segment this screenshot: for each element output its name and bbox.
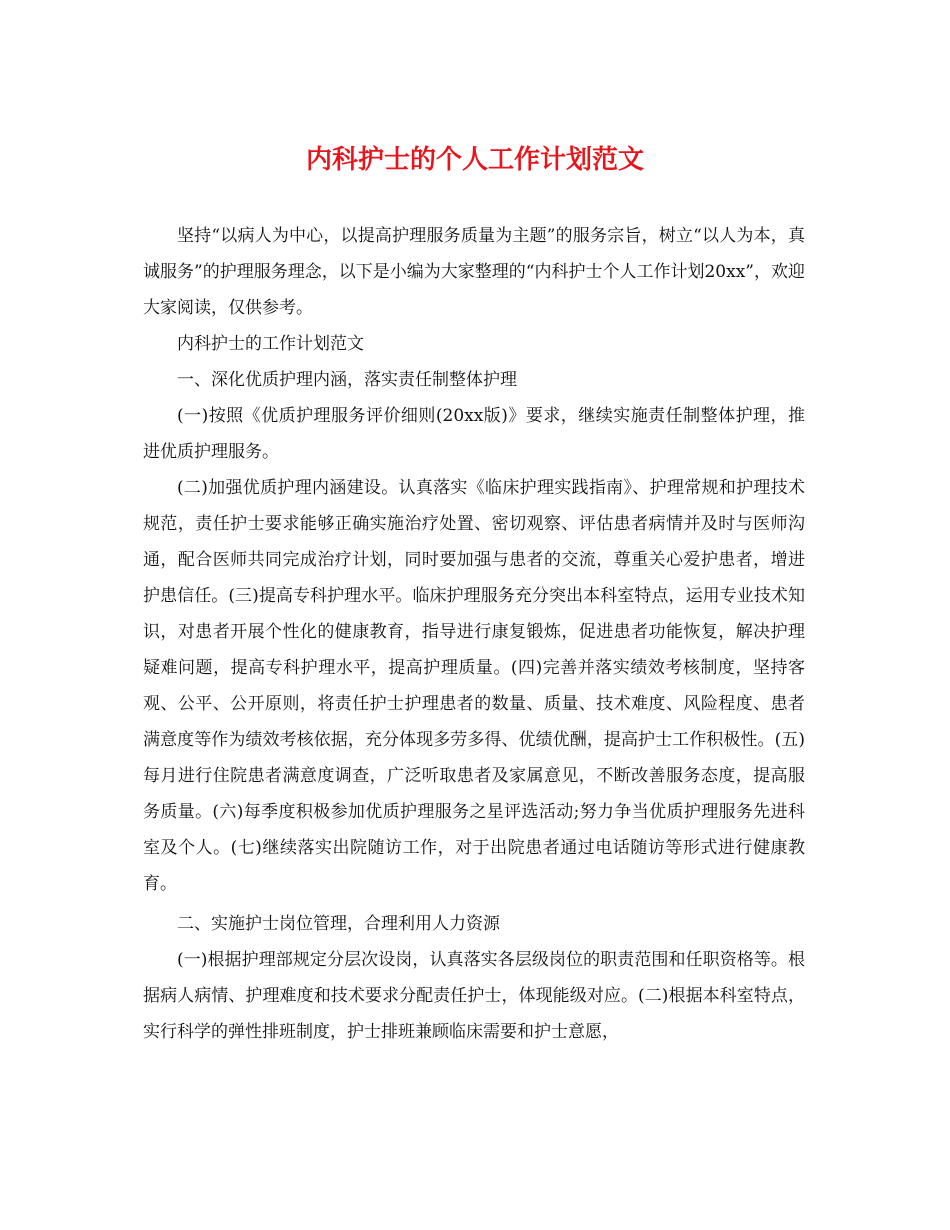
body-paragraph: (一)按照《优质护理服务评价细则(20xx版)》要求，继续实施责任制整体护理，推进优质护理服务。: [143, 406, 805, 462]
body-paragraph: (一)根据护理部规定分层次设岗，认真落实各层级岗位的职责范围和任职资格等。根据病人病情、护理难度和技术要求分配责任护士，体现能级对应。(二)根据本科室特点，实行科学的弹性排班制度，护士排班兼顾临床需要和护士意愿，: [143, 950, 805, 1042]
section-heading-2: 二、实施护士岗位管理，合理利用人力资源: [177, 914, 500, 934]
body-paragraph: (二)加强优质护理内涵建设。认真落实《临床护理实践指南》、护理常规和护理技术规范，责任护士要求能够正确实施治疗处置、密切观察、评估患者病情并及时与医师沟通，配合医师共同完成治疗计划，同时要加强与患者的交流，尊重关心爱护患者，增进护患信任。(三)提高专科护理水平。临床护理服务充分突出本科室特点，运用专业技术知识，对患者开展个性化的健康教育，指导进行康复锻炼，促进患者功能恢复，解决护理疑难问题，提高专科护理水平，提高护理质量。(四)完善并落实绩效考核制度，坚持客观、公平、公开原则，将责任护士护理患者的数量、质量、技术难度、风险程度、患者满意度等作为绩效考核依据，充分体现多劳多得、优绩优酬，提高护士工作积极性。(五)每月进行住院患者满意度调查，广泛听取患者及家属意见，不断改善服务态度，提高服务质量。(六)每季度积极参加优质护理服务之星评选活动;努力争当优质护理服务先进科室及个人。(七)继续落实出院随访工作，对于出院患者通过电话随访等形式进行健康教育。: [143, 478, 805, 894]
subtitle-paragraph: 内科护士的工作计划范文: [177, 334, 364, 354]
intro-paragraph: 坚持“以病人为中心，以提高护理服务质量为主题”的服务宗旨，树立“以人为本，真诚服务”的护理服务理念，以下是小编为大家整理的“内科护士个人工作计划20xx”，欢迎大家阅读，仅供参考。: [143, 226, 805, 318]
document-title: 内科护士的个人工作计划范文: [305, 145, 644, 175]
section-heading-1: 一、深化优质护理内涵，落实责任制整体护理: [177, 370, 517, 390]
document-body: [143, 218, 805, 1050]
